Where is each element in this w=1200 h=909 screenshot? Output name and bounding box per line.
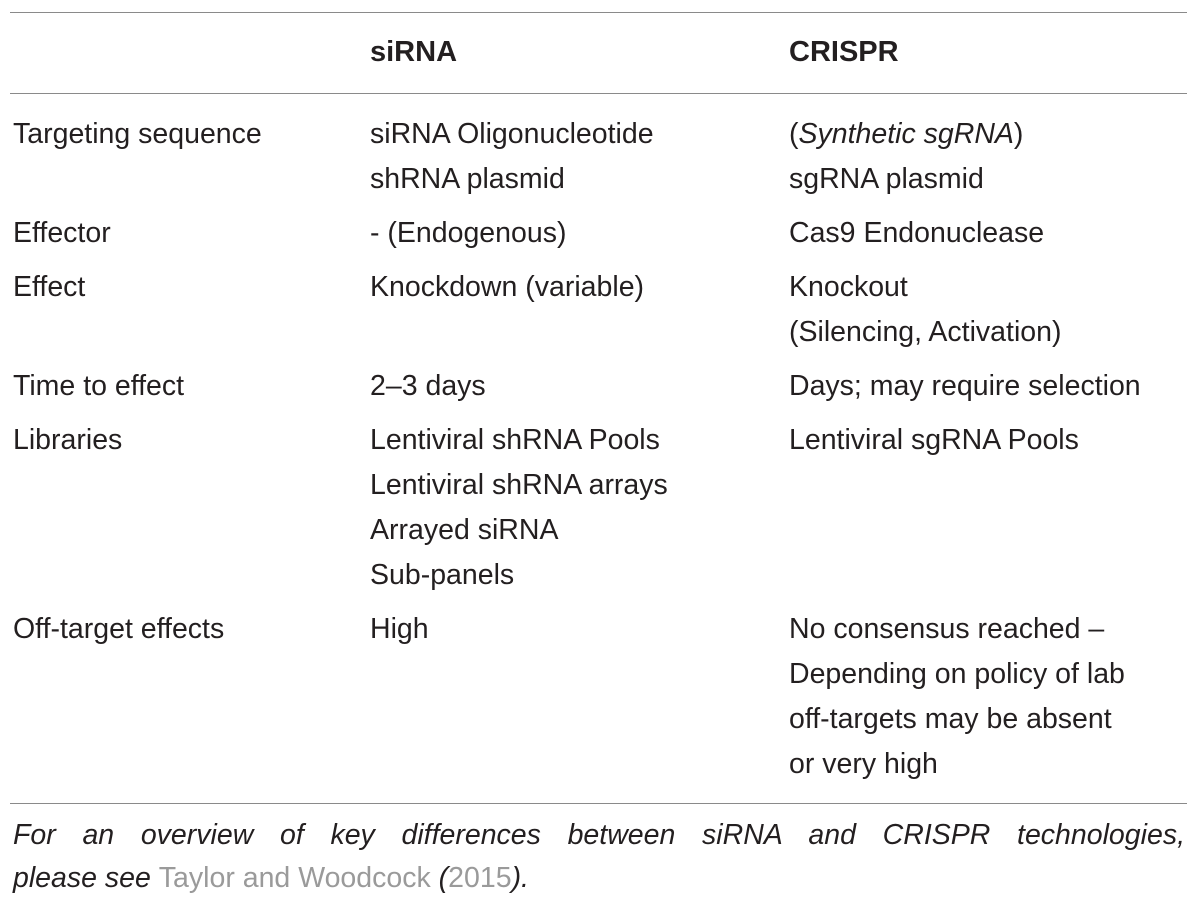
citation-authors-link[interactable]: Taylor and Woodcock [158,862,431,894]
footnote-line-2 [13,857,1185,900]
cell-sirna-libraries [370,418,668,598]
cell-line: siRNA Oligonucleotide [370,118,654,150]
cell-crispr-effect [789,265,1061,355]
cell-crispr-libraries [789,418,1079,463]
cell-line: Knockdown (variable) [370,271,645,303]
row-label-libraries: Libraries [13,424,123,456]
row-label-targeting-sequence: Targeting sequence [13,118,262,150]
cell-sirna-time-to-effect [370,364,486,409]
row-label-off-target-effects: Off-target effects [13,613,225,645]
cell-line: (Synthetic sgRNA) [789,118,1024,150]
row-label-time-to-effect: Time to effect [13,370,185,402]
table-header-rule [10,93,1187,94]
cell-sirna-off-target-effects [370,607,429,652]
cell-line: High [370,613,429,645]
cell-crispr-off-target-effects [789,607,1125,787]
cell-line: (Silencing, Activation) [789,316,1062,348]
citation-year-link[interactable]: 2015 [448,862,512,894]
row-label-effect: Effect [13,271,86,303]
cell-line: Depending on policy of lab [789,658,1125,690]
cell-line: Arrayed siRNA [370,514,559,546]
cell-line: 2–3 days [370,370,486,402]
cell-line: or very high [789,748,938,780]
column-header-sirna: siRNA [370,36,458,68]
citation-open: ( [430,862,449,894]
cell-sirna-effect [370,265,644,310]
cell-line: shRNA plasmid [370,163,565,195]
citation-close: ). [511,862,529,894]
row-label-effector: Effector [13,217,111,249]
footnote-line-1: For an overview of key differences between siRNA and CRISPR technologies, [13,819,1185,851]
cell-sirna-effector [370,211,566,256]
cell-line: Lentiviral sgRNA Pools [789,424,1079,456]
cell-crispr-time-to-effect [789,364,1141,409]
cell-sirna-targeting-sequence [370,112,654,202]
synthetic-sgrna-italic: Synthetic sgRNA [798,118,1014,150]
cell-line: Lentiviral shRNA Pools [370,424,660,456]
cell-line: sgRNA plasmid [789,163,984,195]
table-footnote [13,814,1185,900]
cell-line: No consensus reached – [789,613,1105,645]
cell-line: - (Endogenous) [370,217,567,249]
cell-line: Knockout [789,271,908,303]
cell-line: Sub-panels [370,559,515,591]
column-header-crispr: CRISPR [789,36,899,68]
footnote-prefix: please see [13,862,159,894]
cell-line: Cas9 Endonuclease [789,217,1045,249]
cell-line: Lentiviral shRNA arrays [370,469,668,501]
table-bottom-rule [10,803,1187,804]
cell-crispr-effector [789,211,1044,256]
cell-line: off-targets may be absent [789,703,1112,735]
table-top-rule [10,12,1187,13]
cell-crispr-targeting-sequence [789,112,1023,202]
cell-line: Days; may require selection [789,370,1141,402]
